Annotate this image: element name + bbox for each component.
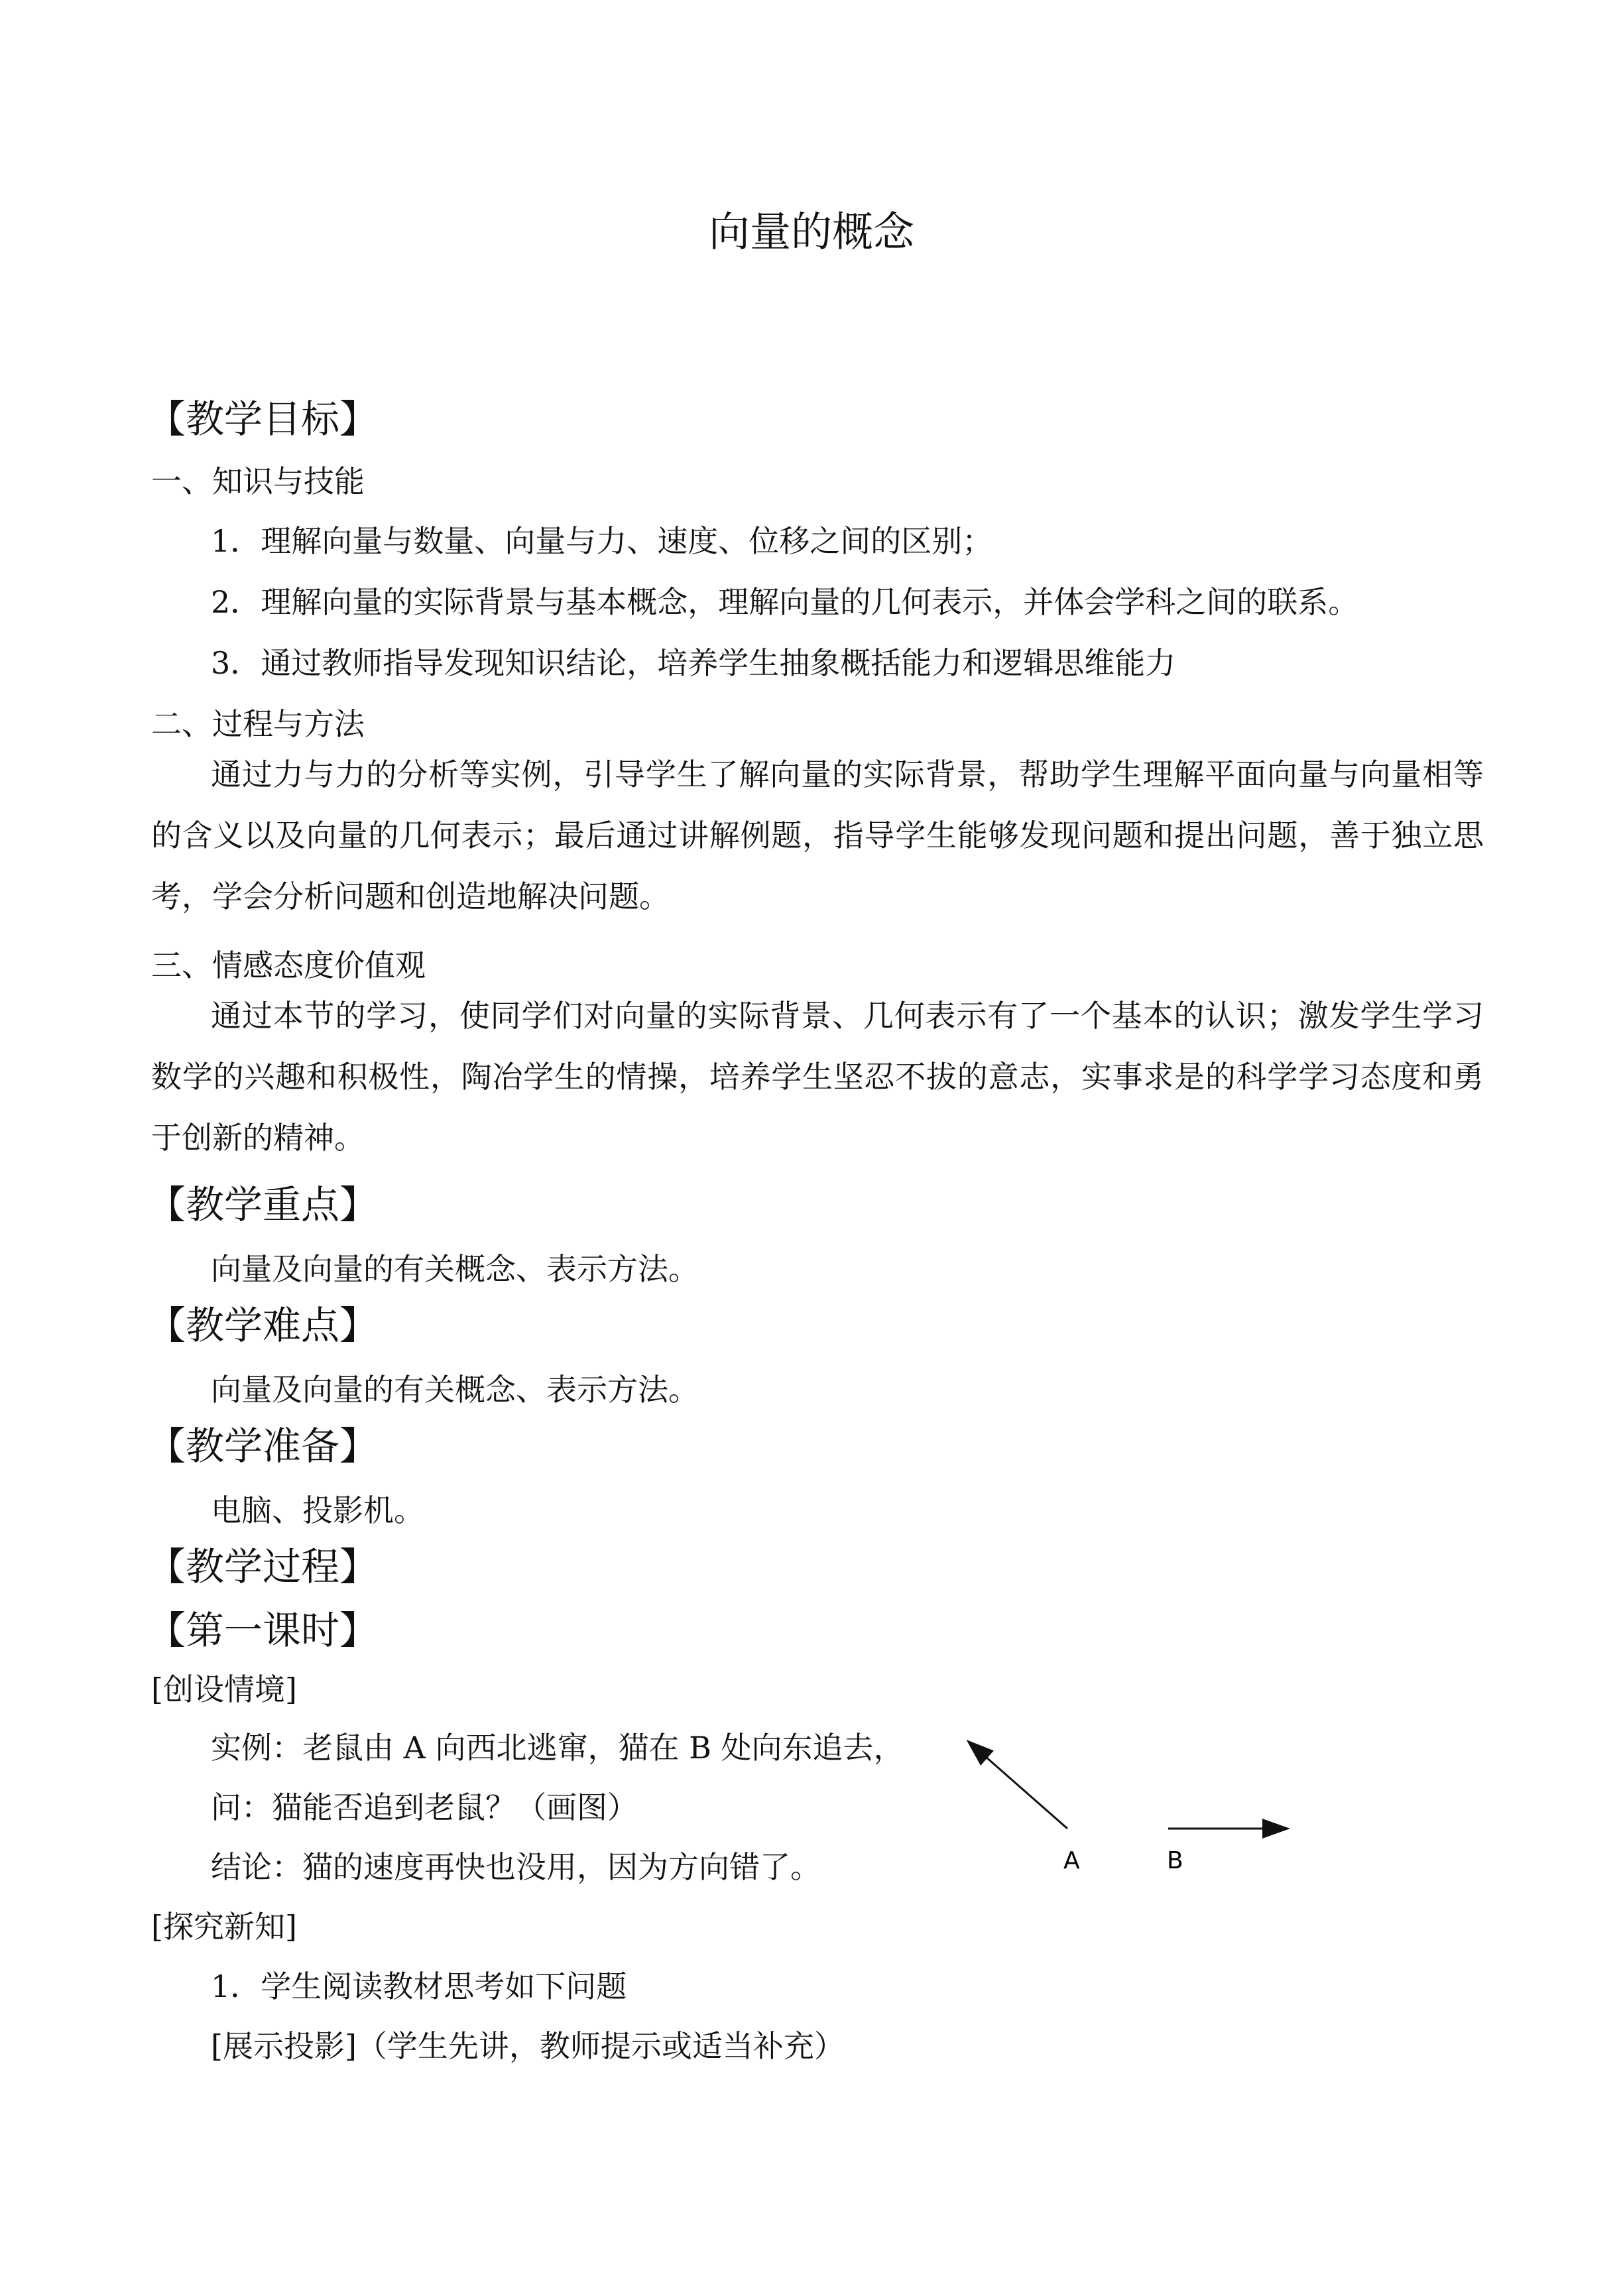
lesson1-heading: 【第一课时】 [147, 1608, 379, 1653]
preparation-text: 电脑、投影机。 [211, 1492, 424, 1528]
goal-item-3: 3．通过教师指导发现知识结论，培养学生抽象概括能力和逻辑思维能力 [211, 645, 1176, 681]
attitude-paragraph: 通过本节的学习，使同学们对向量的实际背景、几何表示有了一个基本的认识；激发学生学习数学的兴趣和积极性，陶冶学生的情操，培养学生坚忍不拔的意志，实事求是的科学学习态度和勇于创新的精神。 [151, 998, 1484, 1156]
section-process-title: 二、过程与方法 [151, 706, 365, 742]
teaching-goals-heading: 【教学目标】 [147, 396, 379, 442]
process-paragraph: 通过力与力的分析等实例，引导学生了解向量的实际背景，帮助学生理解平面向量与向量相等的含义以及向量的几何表示；最后通过讲解例题，指导学生能够发现问题和提出问题，善于独立思考，学会分析问题和创造地解决问题。 [151, 756, 1484, 914]
section-attitude-title: 三、情感态度价值观 [151, 947, 426, 983]
process-heading: 【教学过程】 [147, 1544, 379, 1589]
scenario-example: 实例：老鼠由 A 向西北逃窜，猫在 B 处向东追去， [211, 1730, 904, 1766]
preparation-heading: 【教学准备】 [147, 1423, 379, 1469]
vector-a-arrow [969, 1742, 1067, 1829]
key-point-text: 向量及向量的有关概念、表示方法。 [211, 1251, 699, 1287]
difficulty-heading: 【教学难点】 [147, 1303, 379, 1348]
scenario-conclusion: 结论：猫的速度再快也没用，因为方向错了。 [211, 1849, 821, 1885]
explore-item-1: 1．学生阅读教材思考如下问题 [211, 1968, 627, 2004]
difficulty-text: 向量及向量的有关概念、表示方法。 [211, 1372, 699, 1408]
page-title: 向量的概念 [708, 208, 914, 256]
explore-label: [探究新知] [151, 1909, 297, 1945]
goal-item-2: 2．理解向量的实际背景与基本概念，理解向量的几何表示，并体会学科之间的联系。 [211, 584, 1359, 620]
scenario-label: [创设情境] [151, 1671, 297, 1707]
scenario-question: 问：猫能否追到老鼠？（画图） [211, 1789, 638, 1825]
explore-item-2: [展示投影]（学生先讲，教师提示或适当补充） [211, 2028, 845, 2064]
point-b-label: B [1167, 1847, 1183, 1874]
vector-diagram [928, 1717, 1299, 1890]
section-knowledge-title: 一、知识与技能 [151, 463, 365, 499]
goal-item-1: 1．理解向量与数量、向量与力、速度、位移之间的区别； [211, 523, 993, 559]
point-a-label: A [1063, 1847, 1080, 1874]
key-point-heading: 【教学重点】 [147, 1182, 379, 1227]
